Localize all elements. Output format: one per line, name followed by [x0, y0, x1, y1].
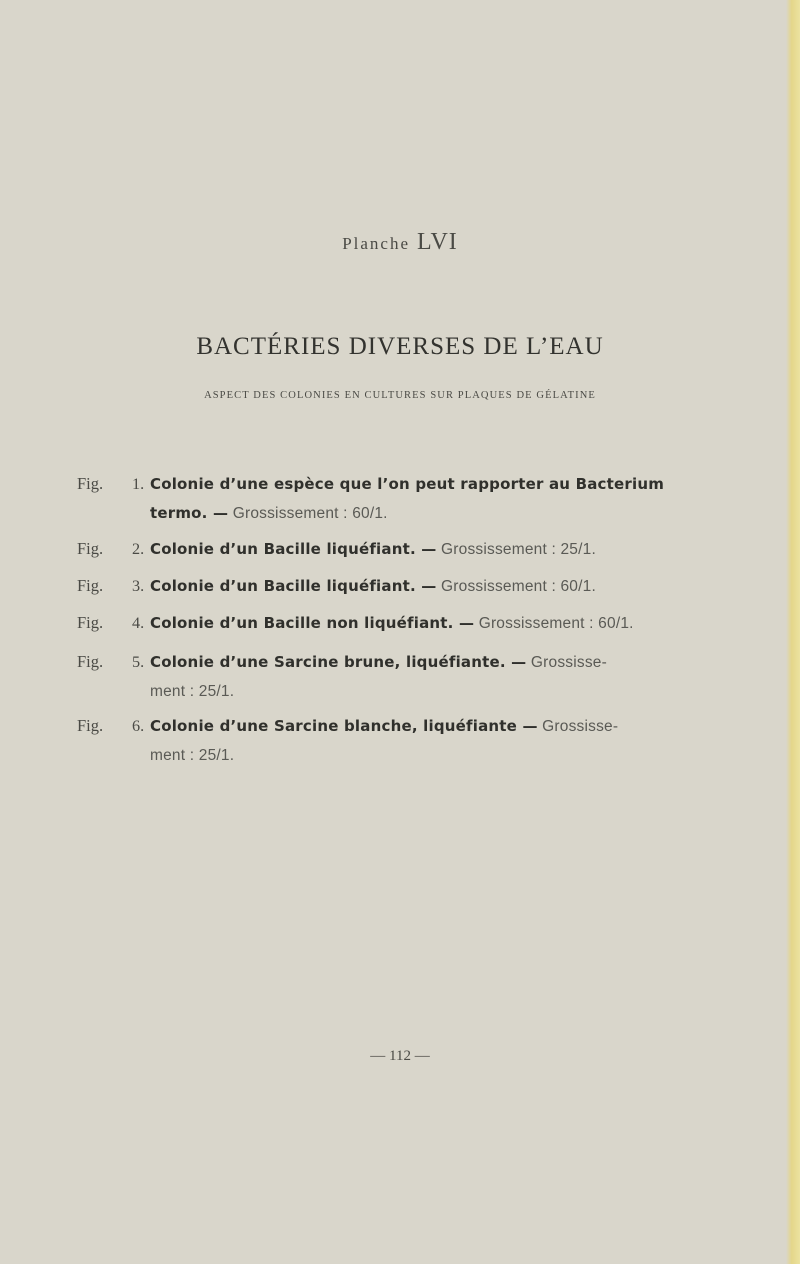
magnification-text: Grossisse- [526, 654, 607, 671]
figure-caption [77, 470, 697, 528]
magnification-text: Grossissement : 25/1. [436, 541, 596, 558]
figure-description [150, 609, 697, 638]
magnification-text: ment : 25/1. [150, 683, 235, 700]
figure-number: 3. [132, 577, 145, 595]
magnification-text: Grossissement : 60/1. [474, 615, 634, 632]
magnification-text: Grossisse- [537, 718, 619, 735]
figure-number: 4. [132, 614, 145, 632]
caption-text: Colonie d’un Bacille liquéfiant. — [150, 540, 437, 558]
caption-text: termo. — [150, 504, 229, 522]
caption-text: Colonie d’un Bacille non liquéfiant. — [150, 614, 475, 632]
figure-caption [77, 572, 697, 601]
caption-text: Colonie d’une espèce que l’on peut rapporter au Bacterium [150, 475, 665, 493]
plate-number: LVI [417, 229, 458, 255]
magnification-text: ment : 25/1. [150, 747, 235, 764]
figure-caption [77, 535, 697, 564]
magnification-text: Grossissement : 60/1. [436, 578, 596, 595]
caption-line [150, 648, 697, 677]
caption-line [150, 572, 697, 601]
figure-description [150, 535, 697, 564]
caption-line [150, 712, 697, 741]
figure-description [150, 470, 697, 528]
figure-label: Fig. [77, 613, 104, 632]
caption-line [150, 609, 697, 638]
plate-heading [0, 229, 800, 256]
caption-line [150, 677, 697, 706]
page-edge [786, 0, 800, 1264]
caption-text: Colonie d’un Bacille liquéfiant. — [150, 577, 437, 595]
figure-label: Fig. [77, 576, 104, 595]
figure-number: 2. [132, 540, 145, 558]
figure-description [150, 572, 697, 601]
caption-line [150, 499, 697, 528]
figure-label: Fig. [77, 716, 104, 735]
figure-label: Fig. [77, 652, 104, 671]
caption-line [150, 741, 697, 770]
page-title: BACTÉRIES DIVERSES DE L’EAU [196, 333, 604, 360]
figure-description [150, 712, 697, 770]
caption-line [150, 470, 697, 499]
figure-number: 1. [132, 475, 145, 493]
caption-line [150, 535, 697, 564]
figure-number: 6. [132, 717, 145, 735]
figure-label: Fig. [77, 474, 104, 493]
magnification-text: Grossissement : 60/1. [228, 505, 388, 522]
page-number: — 112 — [370, 1048, 430, 1064]
figure-caption [77, 648, 697, 706]
figure-caption [77, 712, 697, 770]
figure-label: Fig. [77, 539, 104, 558]
plate-word: Planche [342, 234, 411, 253]
figure-description [150, 648, 697, 706]
figure-caption [77, 609, 697, 638]
caption-text: Colonie d’une Sarcine brune, liquéfiante. — [150, 653, 527, 671]
caption-text: Colonie d’une Sarcine blanche, liquéfiante — [150, 717, 538, 735]
figure-number: 5. [132, 653, 145, 671]
page-subtitle: ASPECT DES COLONIES EN CULTURES SUR PLAQUES DE GÉLATINE [204, 390, 596, 401]
